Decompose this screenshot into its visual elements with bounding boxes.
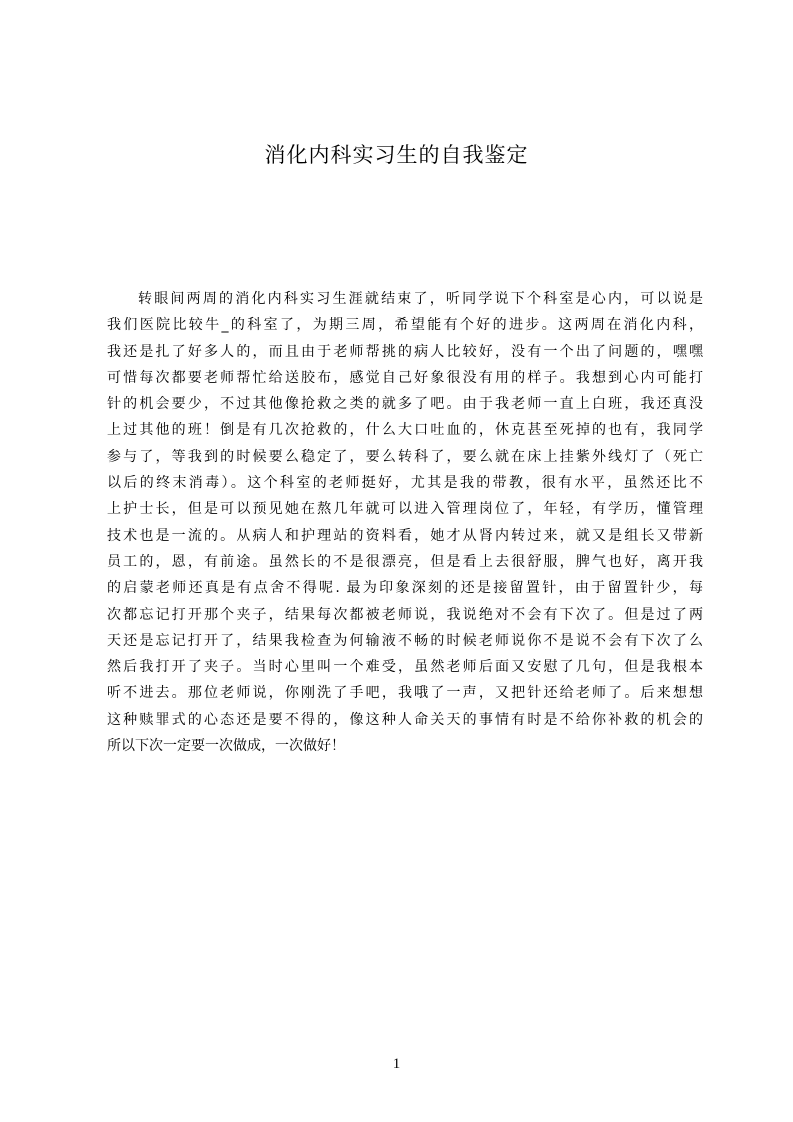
body-line: 技术也是一流的。从病人和护理站的资料看，她才从肾内转过来，就又是组长又带新 <box>107 527 703 544</box>
body-line: 转眼间两周的消化内科实习生涯就结束了，听同学说下个科室是心内，可以说是 <box>138 291 703 307</box>
page-number: 1 <box>392 1056 401 1072</box>
body-line: 参与了，等我到的时候要么稳定了，要么转科了，要么就在床上挂紫外线灯了（死亡 <box>107 448 703 465</box>
body-line: 员工的，恩，有前途。虽然长的不是很漂亮，但是看上去很舒服，脾气也好，离开我 <box>107 553 703 570</box>
body-line: 可惜每次都要老师帮忙给送胶布，感觉自己好象很没有用的样子。我想到心内可能打 <box>107 369 703 386</box>
body-line: 天还是忘记打开了，结果我检查为何输液不畅的时候老师说你不是说不会有下次了么 <box>107 632 703 649</box>
body-line: 次都忘记打开那个夹子，结果每次都被老师说，我说绝对不会有下次了。但是过了两 <box>107 606 703 623</box>
body-line: 所以下次一定要一次做成，一次做好！ <box>107 738 345 755</box>
body-line: 我们医院比较牛_的科室了，为期三周，希望能有个好的进步。这两周在消化内科， <box>107 317 703 334</box>
body-line: 我还是扎了好多人的，而且由于老师帮挑的病人比较好，没有一个出了问题的，嘿嘿 <box>107 343 703 360</box>
document-body <box>107 286 703 759</box>
document-title: 消化内科实习生的自我鉴定 <box>264 143 529 167</box>
body-line: 听不进去。那位老师说，你刚洗了手吧，我哦了一声，又把针还给老师了。后来想想 <box>107 685 703 702</box>
body-line: 然后我打开了夹子。当时心里叫一个难受，虽然老师后面又安慰了几句，但是我根本 <box>107 659 703 676</box>
body-line: 上护士长，但是可以预见她在熬几年就可以进入管理岗位了，年轻，有学历，懂管理 <box>107 501 703 518</box>
body-line: 针的机会要少，不过其他像抢救之类的就多了吧。由于我老师一直上白班，我还真没 <box>107 396 703 413</box>
body-line: 的启蒙老师还真是有点舍不得呢. 最为印象深刻的还是接留置针，由于留置针少，每 <box>107 580 703 597</box>
body-line: 这种赎罪式的心态还是要不得的，像这种人命关天的事情有时是不给你补救的机会的 <box>107 711 703 728</box>
body-line: 上过其他的班！倒是有几次抢救的，什么大口吐血的，休克甚至死掉的也有，我同学 <box>107 422 703 439</box>
body-line: 以后的终末消毒）。这个科室的老师挺好，尤其是我的带教，很有水平，虽然还比不 <box>107 475 703 492</box>
